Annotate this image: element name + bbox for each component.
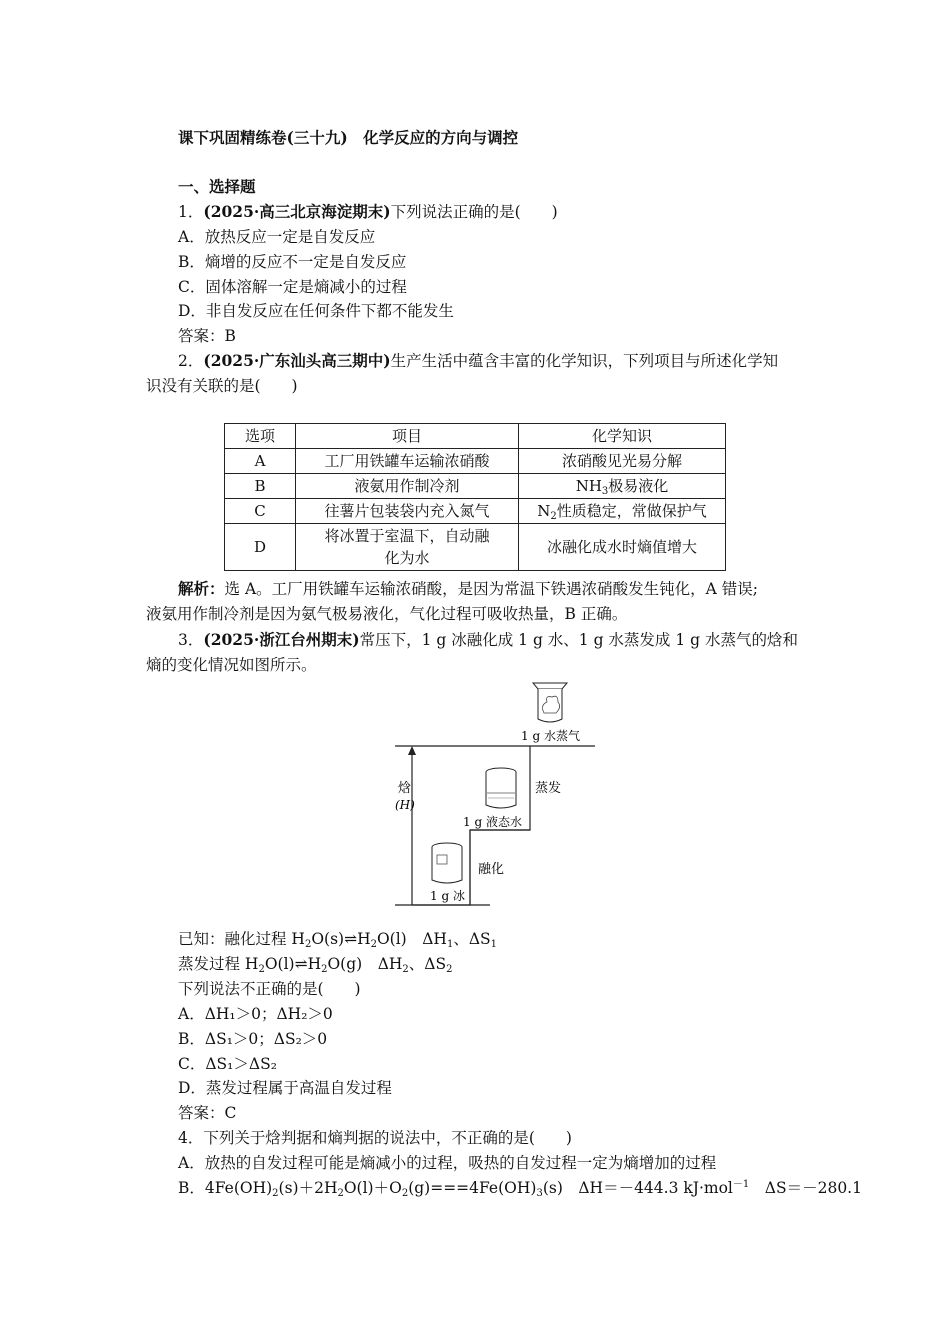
equation-part: (s)＋2H: [278, 1179, 338, 1197]
q3-source: (2025·浙江台州期末): [203, 630, 360, 649]
subscript: 2: [401, 1188, 409, 1199]
q1-option-c: C．固体溶解一定是熵减小的过程: [178, 278, 407, 296]
q1-option-d: D．非自发反应在任何条件下都不能发生: [178, 302, 454, 320]
q4-option-a: A．放热的自发过程可能是熵减小的过程，吸热的自发过程一定为熵增加的过程: [178, 1154, 717, 1172]
q1-option-b: B．熵增的反应不一定是自发反应: [178, 253, 407, 271]
subscript: 2: [370, 939, 377, 950]
explanation-text: 选 A。工厂用铁罐车运输浓硝酸，是因为常温下铁遇浓硝酸发生钝化，A 错误;: [224, 580, 758, 598]
section-heading: 一、选择题: [178, 177, 256, 196]
table-row: [225, 524, 726, 571]
subscript: 3: [536, 1188, 543, 1199]
axis-arrowhead: [408, 746, 416, 755]
table-row: [225, 499, 726, 524]
known-text: 蒸发过程 H: [178, 955, 259, 973]
equation-part: B．4Fe(OH): [178, 1179, 273, 1197]
equation-part: O(l)＋O: [343, 1179, 402, 1197]
known-text: 、ΔS: [453, 930, 491, 948]
q1-option-a: A．放热反应一定是自发反应: [178, 228, 376, 246]
q2-number: 2．: [178, 352, 204, 370]
q4-number: 4．: [178, 1129, 204, 1147]
subscript: 2: [337, 1188, 344, 1199]
q2-stem-line2: 识没有关联的是( ): [146, 377, 298, 395]
subscript: 2: [321, 964, 328, 975]
cell-line: 将冰置于室温下，自动融: [324, 527, 490, 545]
known-text: O(g) ΔH: [327, 955, 403, 973]
subscript: 2: [304, 939, 312, 950]
table-cell: 往薯片包装袋内充入氮气: [296, 499, 519, 524]
liquid-label: 1 g 液态水: [463, 815, 522, 829]
q3-stem-line1: [178, 630, 798, 650]
table-header-row: [225, 424, 726, 449]
table-cell: D: [225, 524, 296, 571]
q3-option-c: C．ΔS₁＞ΔS₂: [178, 1055, 277, 1073]
table-cell: B: [225, 474, 296, 499]
q2-text1: 生产生活中蕴含丰富的化学知识，下列项目与所述化学知: [390, 352, 779, 370]
axis-label-2: (H): [395, 798, 415, 812]
equation-part: (g)===4Fe(OH): [408, 1179, 537, 1197]
table-cell: 液氨用作制冷剂: [296, 474, 519, 499]
q1-text: 下列说法正确的是( ): [390, 203, 558, 221]
q2-source: (2025·广东汕头高三期中): [203, 351, 391, 370]
formula-part: 性质稳定，常做保护气: [556, 502, 707, 520]
q3-option-d: D．蒸发过程属于高温自发过程: [178, 1079, 392, 1097]
table-cell: 浓硝酸见光易分解: [519, 449, 726, 474]
table-cell: C: [225, 499, 296, 524]
q3-option-a: A．ΔH₁＞0；ΔH₂＞0: [178, 1005, 333, 1023]
q1-stem: [178, 202, 558, 222]
axis-label-1: 焓: [398, 781, 412, 796]
liquid-beaker-icon: [486, 768, 516, 808]
formula-subscript: 3: [601, 486, 609, 497]
formula-subscript: 2: [550, 511, 557, 522]
table-cell: [296, 524, 519, 571]
q3-answer: 答案：C: [178, 1104, 237, 1122]
known-text: O(s)⇌H: [311, 930, 371, 948]
q2-explanation-line1: [178, 579, 758, 599]
known-text: 已知：融化过程 H: [178, 930, 305, 948]
table-header: 选项: [225, 424, 296, 449]
table-cell: 工厂用铁罐车运输浓硝酸: [296, 449, 519, 474]
subscript: 2: [258, 964, 265, 975]
equation-part: (s) ΔH＝－444.3 kJ·mol: [542, 1179, 733, 1197]
equation-part: ΔS＝－280.1: [749, 1179, 862, 1197]
superscript: －1: [732, 1179, 750, 1190]
q2-stem-line1: [178, 351, 778, 371]
subscript: 1: [446, 939, 454, 950]
q3-option-b: B．ΔS₁＞0；ΔS₂＞0: [178, 1030, 328, 1048]
q3-number: 3．: [178, 631, 204, 649]
table-cell: A: [225, 449, 296, 474]
q2-explanation-line2: 液氨用作制冷剂是因为氨气极易液化，气化过程可吸收热量，B 正确。: [146, 605, 628, 623]
vapor-label: 1 g 水蒸气: [521, 729, 580, 743]
q3-known-evap: [178, 954, 452, 974]
q3-stem-line2: 熵的变化情况如图所示。: [146, 656, 317, 674]
doc-title: 课下巩固精练卷(三十九) 化学反应的方向与调控: [178, 128, 519, 147]
q3-text1: 常压下，1 g 冰融化成 1 g 水、1 g 水蒸发成 1 g 水蒸气的焓和: [359, 631, 799, 649]
enthalpy-diagram: [390, 675, 600, 910]
q4-stem: [178, 1128, 572, 1148]
formula-part: NH: [575, 477, 602, 495]
cell-line: 化为水: [384, 549, 430, 567]
known-text: O(l) ΔH: [376, 930, 447, 948]
table-header: 项目: [296, 424, 519, 449]
subscript: 2: [402, 964, 409, 975]
subscript: 1: [490, 939, 498, 950]
table-cell: [519, 474, 726, 499]
table-cell: 冰融化成水时熵值增大: [519, 524, 726, 571]
q1-source: (2025·高三北京海淀期末): [203, 202, 391, 221]
known-text: 、ΔS: [408, 955, 447, 973]
subscript: 2: [272, 1188, 279, 1199]
ice-beaker-icon: [432, 843, 462, 883]
table-row: [225, 474, 726, 499]
table-row: [225, 449, 726, 474]
explanation-label: 解析：: [178, 579, 225, 598]
table-header: 化学知识: [519, 424, 726, 449]
vapor-beaker-icon: [533, 683, 567, 722]
evaporate-label: 蒸发: [535, 781, 562, 796]
q4-option-b: [178, 1178, 862, 1198]
formula-part: N: [537, 502, 551, 520]
ice-label: 1 g 冰: [430, 889, 465, 903]
melt-label: 融化: [478, 862, 505, 877]
q3-known-melt: [178, 929, 497, 949]
q1-number: 1．: [178, 203, 204, 221]
known-text: O(l)⇌H: [264, 955, 322, 973]
table-cell: [519, 499, 726, 524]
q1-answer: 答案：B: [178, 327, 236, 345]
q3-stem-line3: 下列说法不正确的是( ): [178, 980, 361, 998]
subscript: 2: [446, 964, 453, 975]
formula-part: 极易液化: [608, 477, 669, 495]
q4-text: 下列关于焓判据和熵判据的说法中，不正确的是( ): [203, 1129, 572, 1147]
knowledge-table: [224, 423, 726, 571]
